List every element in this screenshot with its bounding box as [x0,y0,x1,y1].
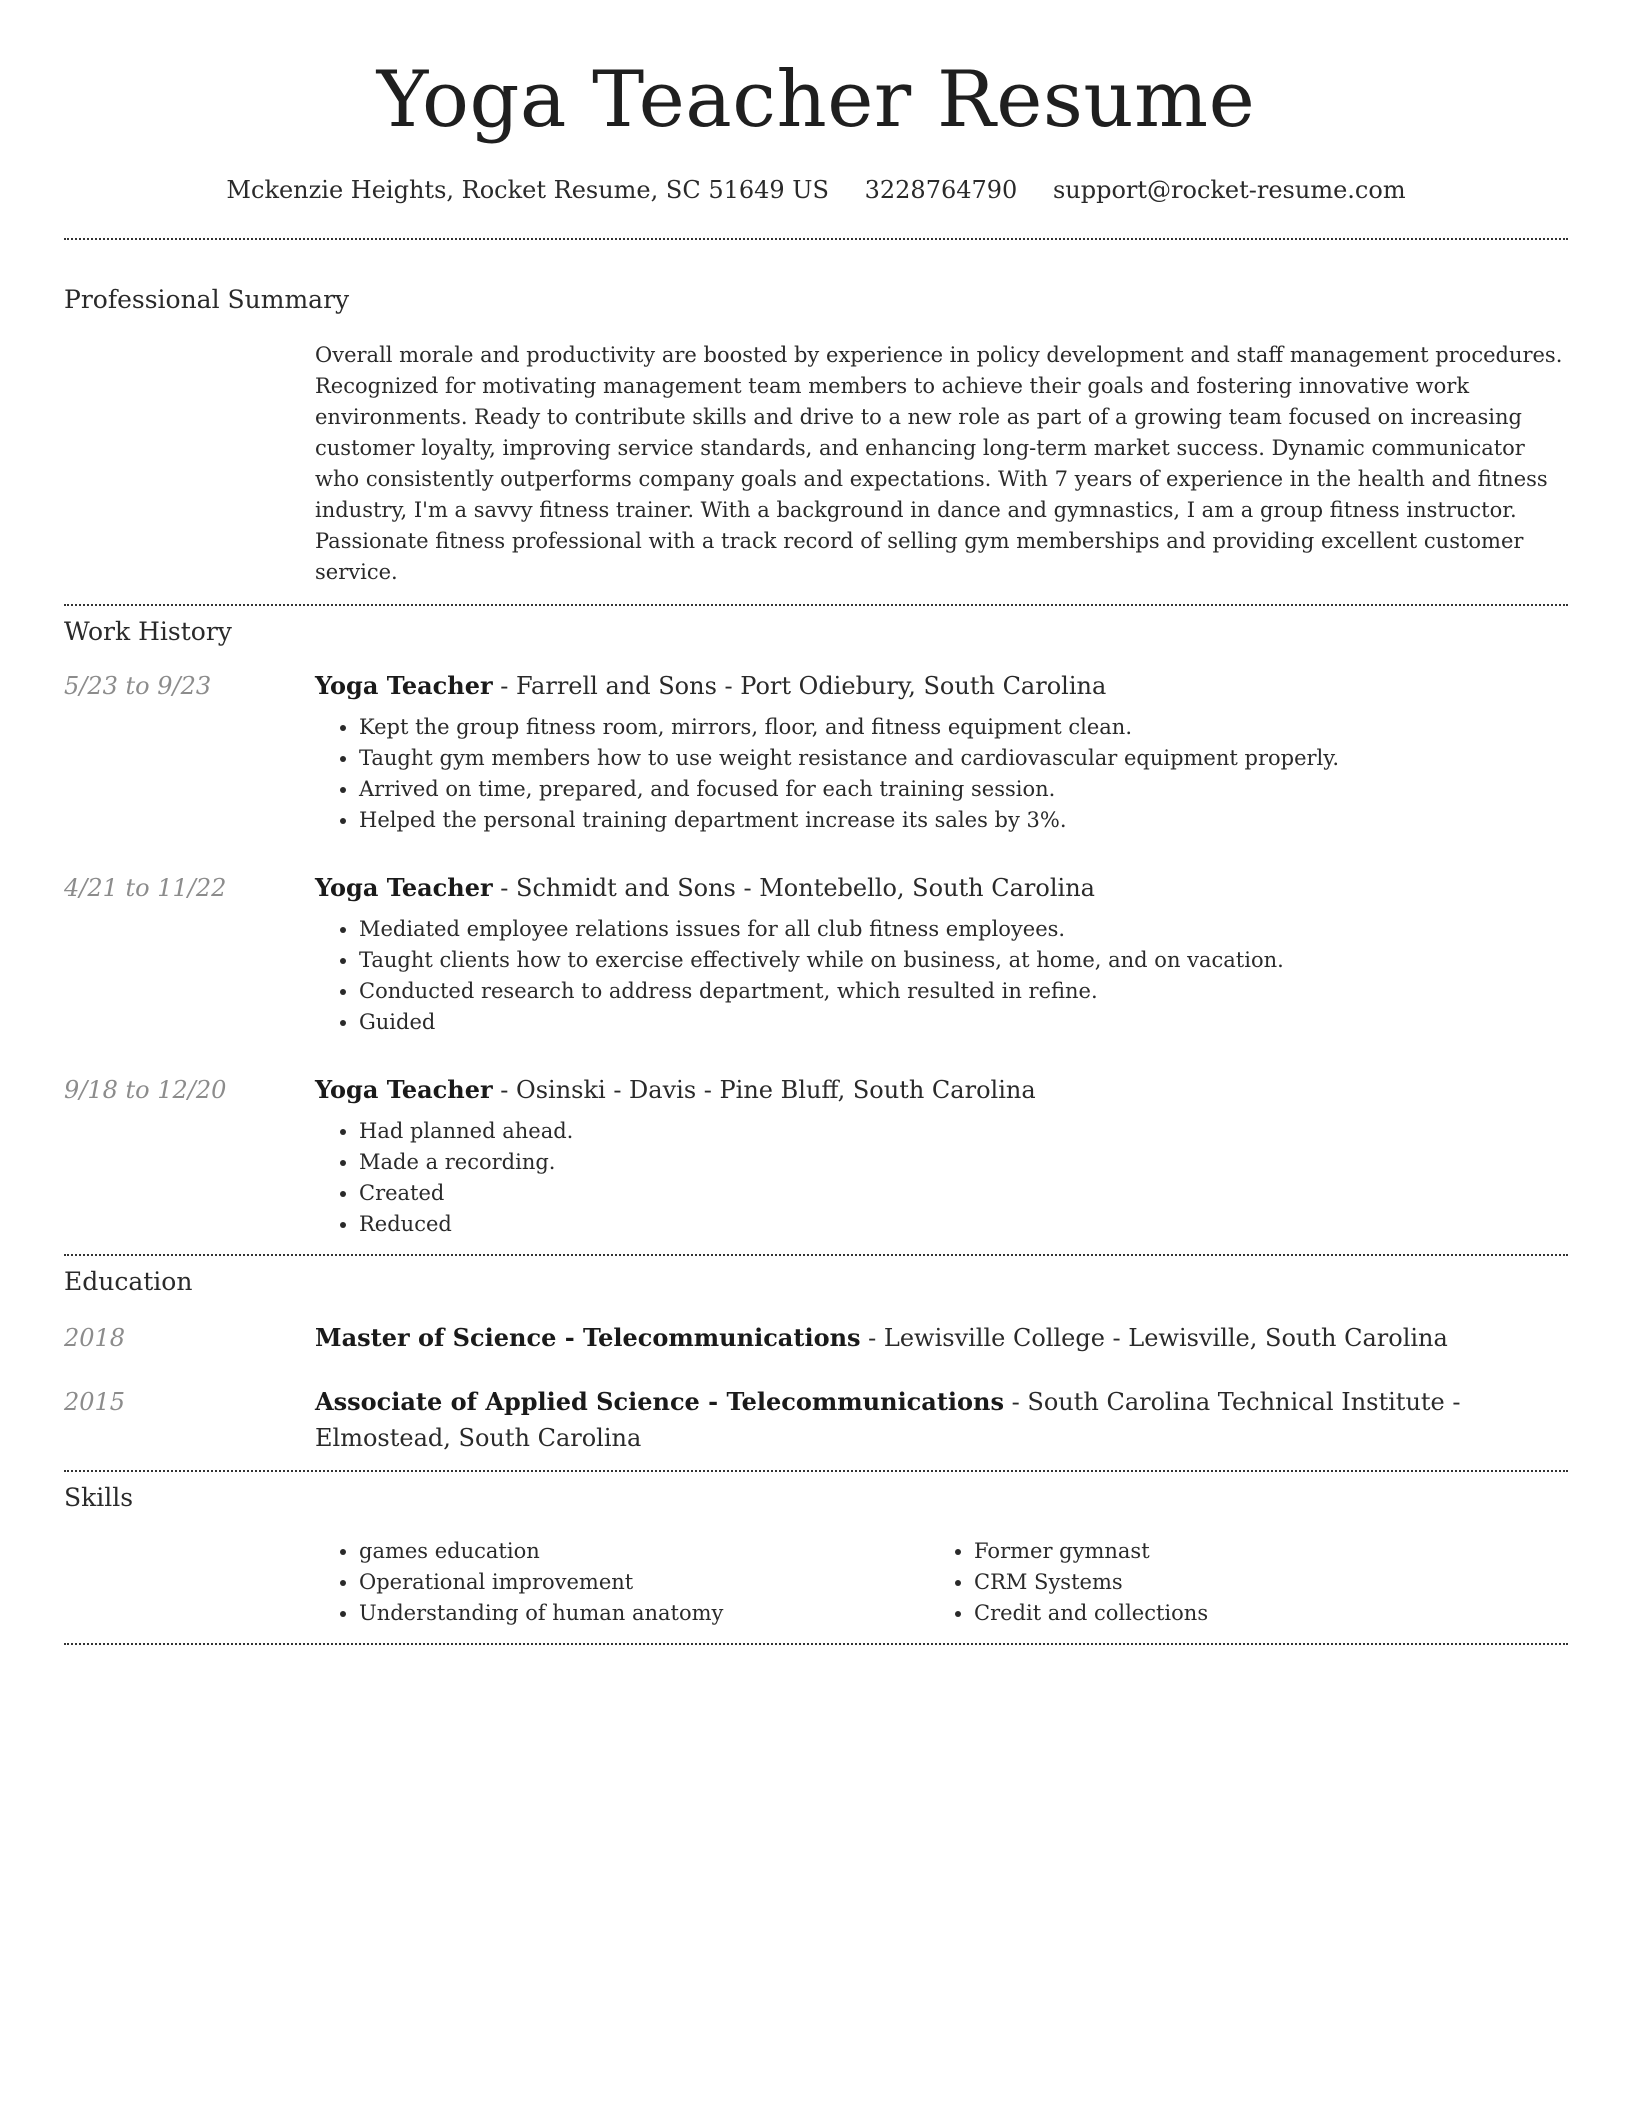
contact-email: support@rocket-resume.com [1052,176,1406,204]
skill-item: • games education [359,1536,930,1567]
list-item: • Reduced [359,1209,1568,1240]
skill-item: • Former gymnast [974,1536,1545,1567]
job-dates: 4/21 to 11/22 [64,874,227,902]
skills-column-right [930,1536,1545,1629]
education-year: 2015 [64,1388,126,1416]
job-dates: 9/18 to 12/20 [64,1076,227,1104]
skill-item: • Credit and collections [974,1598,1545,1629]
job-details: - Schmidt and Sons - Montebello, South Carolina [492,874,1095,902]
education-year: 2018 [64,1324,126,1352]
education-heading [315,1384,1568,1456]
skill-item: • Understanding of human anatomy [359,1598,930,1629]
job-dates: 5/23 to 9/23 [64,672,212,700]
job-heading [315,668,1568,704]
list-item: • Helped the personal training department increase its sales by 3%. [359,805,1568,836]
list-item: • Conducted research to address department, which resulted in refine. [359,976,1568,1007]
section-heading-summary: Professional Summary [64,285,350,314]
work-history-section [64,606,1568,1240]
skills-list [315,1536,1568,1629]
contact-phone: 3228764790 [864,176,1018,204]
list-item: • Guided [359,1007,1568,1038]
resume-page [64,0,1568,1645]
list-item: • Taught gym members how to use weight resistance and cardiovascular equipment properly. [359,743,1568,774]
contact-address: Mckenzie Heights, Rocket Resume, SC 51649 US [226,176,829,204]
job-heading [315,1072,1568,1108]
job-heading [315,870,1568,906]
list-item: • Arrived on time, prepared, and focused for each training session. [359,774,1568,805]
job-entry [64,870,1568,1038]
job-details: - Farrell and Sons - Port Odiebury, South Carolina [492,672,1107,700]
divider [64,1643,1568,1645]
education-details: - Lewisville College - Lewisville, South Carolina [860,1324,1448,1352]
education-degree: Master of Science - Telecommunications [315,1323,861,1352]
job-entry [64,668,1568,836]
list-item: • Had planned ahead. [359,1116,1568,1147]
job-title: Yoga Teacher [315,671,493,700]
list-item: • Mediated employee relations issues for all club fitness employees. [359,914,1568,945]
education-details: - South Carolina Technical Institute - Elmostead, South Carolina [315,1388,1461,1452]
education-entry [64,1384,1568,1456]
skill-item: • Operational improvement [359,1567,930,1598]
education-section [64,1256,1568,1456]
list-item: • Kept the group fitness room, mirrors, floor, and fitness equipment clean. [359,712,1568,743]
summary-text: Overall morale and productivity are boosted by experience in policy development and staff management procedures. Recognized for motivating management team members to achieve their goals and fostering innovative work environments. Ready to contribute skills and drive to a new role as part of a growing team focused on increasing customer loyalty, improving service standards, and enhancing long-term market success. Dynamic communicator who consistently outperforms company goals and expectations. With 7 years of experience in the health and fitness industry, I'm a savvy fitness trainer. With a background in dance and gymnastics, I am a group fitness instructor. Passionate fitness professional with a track record of selling gym memberships and providing excellent customer service. [315,343,1563,584]
summary-section [64,240,1568,588]
job-title: Yoga Teacher [315,873,493,902]
education-degree: Associate of Applied Science - Telecommunications [315,1387,1005,1416]
resume-header [64,0,1568,206]
section-heading-education: Education [64,1267,193,1296]
list-item: • Made a recording. [359,1147,1568,1178]
skills-column-left [315,1536,930,1629]
skill-item: • CRM Systems [974,1567,1545,1598]
page-title: Yoga Teacher Resume [376,55,1256,145]
list-item: • Taught clients how to exercise effectively while on business, at home, and on vacation. [359,945,1568,976]
job-bullets [315,1116,1568,1240]
job-bullets [315,712,1568,836]
job-title: Yoga Teacher [315,1075,493,1104]
job-entry [64,1072,1568,1240]
education-heading [315,1320,1568,1356]
section-heading-work: Work History [64,617,232,646]
job-details: - Osinski - Davis - Pine Bluff, South Carolina [492,1076,1036,1104]
job-bullets [315,914,1568,1038]
education-entry [64,1320,1568,1356]
section-heading-skills: Skills [64,1483,134,1512]
list-item: • Created [359,1178,1568,1209]
skills-section [64,1472,1568,1629]
contact-line [64,174,1568,206]
